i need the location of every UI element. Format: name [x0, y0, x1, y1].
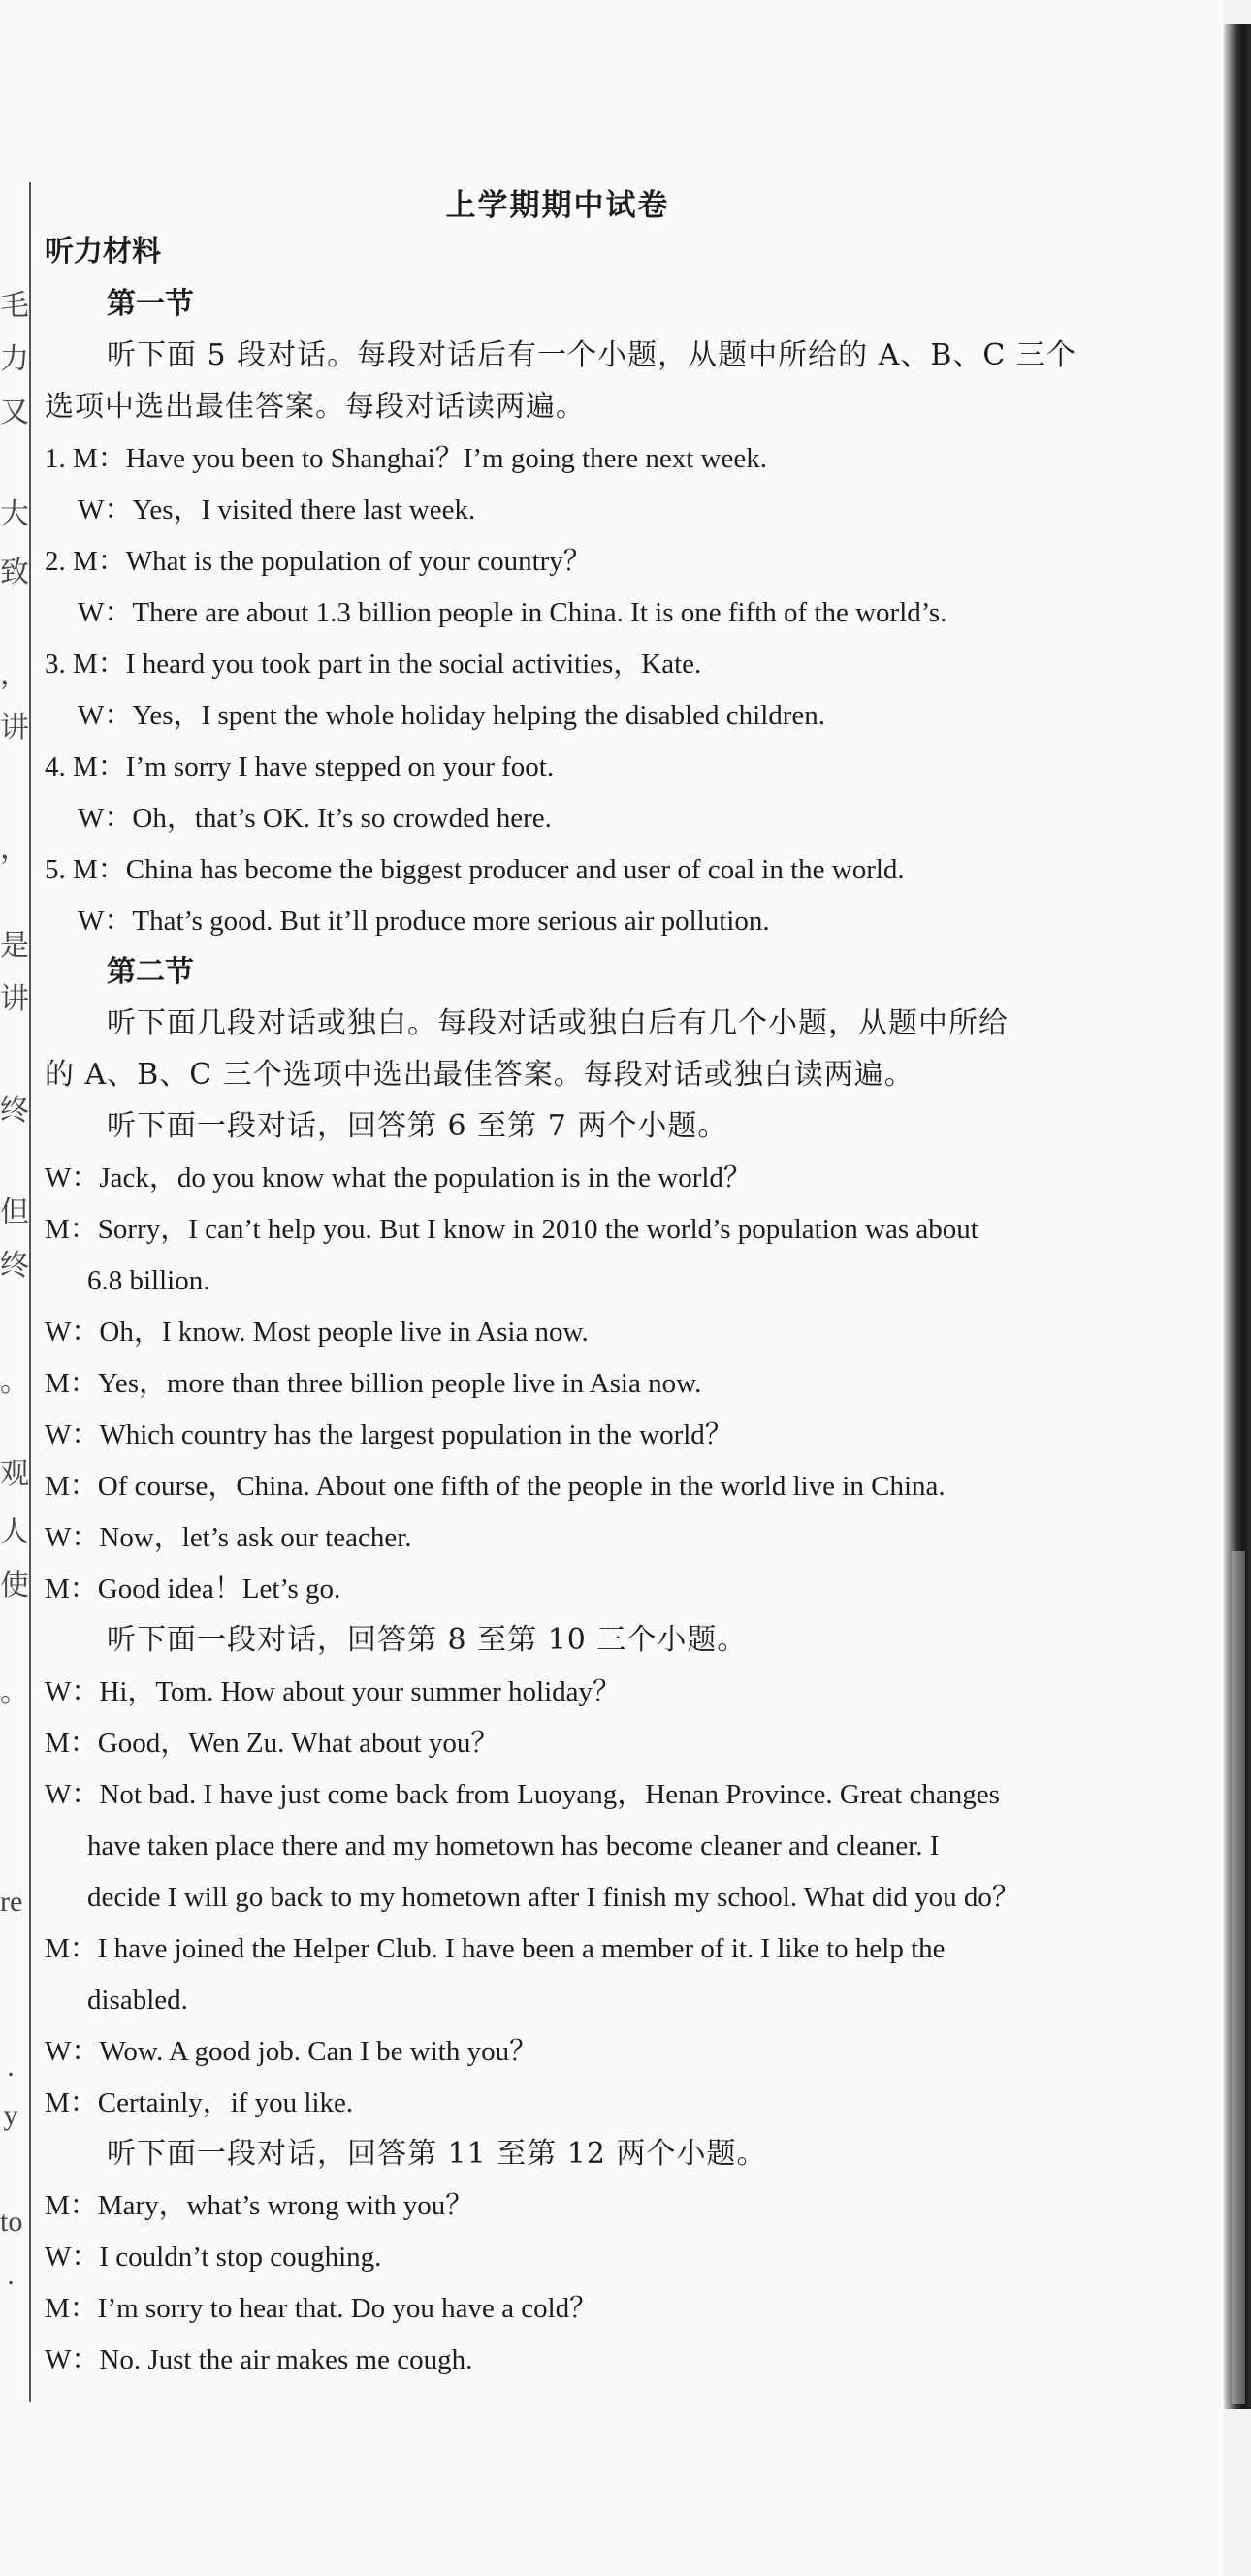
margin-fragment: .: [7, 2051, 15, 2083]
transcript-line: W：Now，let’s ask our teacher.: [45, 1522, 412, 1553]
transcript-line: W：Which country has the largest population in the world？: [45, 1419, 733, 1450]
transcript-line: disabled.: [87, 1985, 188, 2016]
margin-fragment: 力: [0, 343, 29, 375]
transcript-line: have taken place there and my hometown has become cleaner and cleaner. I: [87, 1830, 940, 1861]
transcript-line: W：I couldn’t stop coughing.: [45, 2242, 382, 2273]
transcript-line: W：Jack，do you know what the population is in the world？: [45, 1162, 752, 1193]
transcript-line: M：I have joined the Helper Club. I have been a member of it. I like to help the: [45, 1933, 946, 1964]
margin-fragment: 毛: [0, 290, 29, 322]
dialog2-intro: 听下面一段对话，回答第 8 至第 10 三个小题。: [107, 1623, 748, 1657]
margin-fragment: 终: [0, 1250, 29, 1282]
transcript-line: W：Wow. A good job. Can I be with you？: [45, 2036, 538, 2067]
part2-instruction: 的 A、B、C 三个选项中选出最佳答案。每段对话或独白读两遍。: [45, 1058, 914, 1092]
margin-fragment: ，: [0, 833, 29, 865]
margin-fragment: 但: [0, 1196, 29, 1228]
margin-fragment: 又: [0, 397, 29, 429]
margin-fragment: .: [7, 2259, 15, 2291]
dialog1-intro: 听下面一段对话，回答第 6 至第 7 两个小题。: [107, 1109, 728, 1143]
section-heading: 听力材料: [45, 235, 161, 269]
transcript-line: W：That’s good. But it’ll produce more serious air pollution.: [78, 906, 770, 937]
margin-fragment: 讲: [0, 983, 29, 1015]
transcript-line: W：Oh，that’s OK. It’s so crowded here.: [78, 803, 552, 834]
margin-fragment: 讲: [0, 712, 29, 744]
transcript-line: W：No. Just the air makes me cough.: [45, 2344, 473, 2375]
transcript-line: 6.8 billion.: [87, 1265, 210, 1296]
margin-fragment: 观: [0, 1458, 29, 1490]
transcript-line: decide I will go back to my hometown after I finish my school. What did you do？: [87, 1882, 1020, 1913]
part1-instruction: 听下面 5 段对话。每段对话后有一个小题，从题中所给的 A、B、C 三个: [107, 338, 1076, 372]
margin-fragment: re: [0, 1886, 23, 1918]
margin-fragment: 大: [0, 498, 29, 530]
transcript-line: 5. M：China has become the biggest producer and user of coal in the world.: [45, 854, 905, 885]
transcript-line: M：Good idea！Let’s go.: [45, 1574, 341, 1605]
part2-instruction: 听下面几段对话或独白。每段对话或独白后有几个小题，从题中所给: [107, 1006, 1009, 1040]
transcript-line: 2. M：What is the population of your country？: [45, 546, 592, 577]
transcript-line: M：Good，Wen Zu. What about you？: [45, 1728, 499, 1759]
scan-edge-shadow: [1232, 1551, 1245, 2404]
margin-rule: [29, 182, 31, 2402]
transcript-line: 1. M：Have you been to Shanghai？I’m going there next week.: [45, 443, 767, 474]
transcript-line: M：Yes，more than three billion people live in Asia now.: [45, 1368, 702, 1399]
margin-fragment: to: [0, 2206, 23, 2238]
margin-fragment: 。: [0, 1366, 29, 1398]
transcript-line: W：Yes，I visited there last week.: [78, 494, 476, 525]
page-title: 上学期期中试卷: [445, 188, 670, 223]
margin-fragment: 人: [0, 1516, 29, 1548]
dialog3-intro: 听下面一段对话，回答第 11 至第 12 两个小题。: [107, 2137, 767, 2171]
transcript-line: W：Oh，I know. Most people live in Asia now.: [45, 1317, 589, 1348]
transcript-line: M：Sorry，I can’t help you. But I know in 2010 the world’s population was about: [45, 1214, 978, 1245]
margin-fragment: 是: [0, 930, 29, 962]
transcript-line: W：There are about 1.3 billion people in China. It is one fifth of the world’s.: [78, 597, 947, 628]
transcript-line: M：Certainly，if you like.: [45, 2087, 354, 2118]
transcript-line: M：Mary，what’s wrong with you？: [45, 2190, 474, 2221]
margin-fragment: 。: [0, 1676, 29, 1708]
part1-instruction: 选项中选出最佳答案。每段对话读两遍。: [45, 390, 586, 424]
margin-fragment: 使: [0, 1570, 29, 1602]
part1-heading: 第一节: [107, 287, 194, 321]
transcript-line: 3. M：I heard you took part in the social activities，Kate.: [45, 649, 702, 680]
margin-fragment: 终: [0, 1095, 29, 1127]
transcript-line: W：Hi，Tom. How about your summer holiday？: [45, 1676, 622, 1707]
margin-fragment: ，: [0, 658, 29, 690]
margin-fragment: y: [3, 2099, 18, 2131]
transcript-line: M：Of course，China. About one fifth of the people in the world live in China.: [45, 1471, 946, 1502]
transcript-line: W：Yes，I spent the whole holiday helping the disabled children.: [78, 700, 826, 731]
margin-fragment: 致: [0, 557, 29, 588]
transcript-line: M：I’m sorry to hear that. Do you have a cold？: [45, 2293, 598, 2324]
part2-heading: 第二节: [107, 955, 194, 989]
transcript-line: 4. M：I’m sorry I have stepped on your foot.: [45, 751, 555, 782]
transcript-line: W：Not bad. I have just come back from Luoyang，Henan Province. Great changes: [45, 1779, 1000, 1810]
